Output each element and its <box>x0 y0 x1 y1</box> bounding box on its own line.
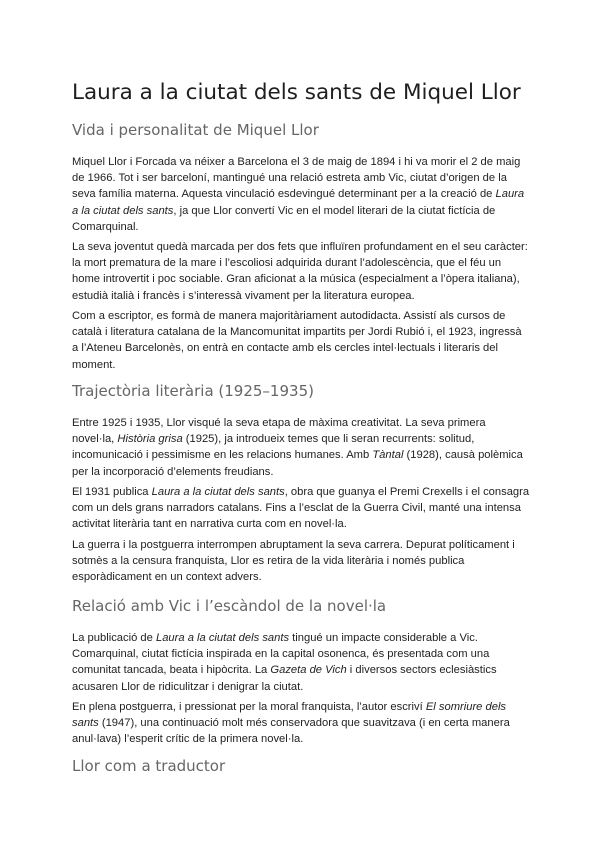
paragraph-vida-1: Miquel Llor i Forcada va néixer a Barcelona el 3 de maig de 1894 i hi va morir el 2 de maig de 1966. Tot i ser barceloní, mantingué una relació estreta amb Vic, ciutat d’origen de la seva família materna. Aquesta vinculació esdevingué determinant per a la creació de Laura a la ciutat dels sants, ja que Llor convertí Vic en el model literari de la ciutat fictícia de Comarquinal. <box>72 156 525 233</box>
paragraph-trajectoria-2: El 1931 publica Laura a la ciutat dels sants, obra que guanya el Premi Crexells i el consagra com un dels grans narradors catalans. Fins a l’esclat de la Guerra Civil, manté una intensa activitat literària tant en narrativa curta com en novel·la. <box>72 486 530 531</box>
paragraph-vida-2: La seva joventut quedà marcada per dos fets que influïren profundament en el seu caràcter: la mort prematura de la mare i l’escoliosi adquirida durant l’adolescència, que el féu un home introvertit i poc sociable. Gran aficionat a la música (especialment a l’òpera italiana), estudià italià i francès i s’interessà vivament per la literatura europea. <box>72 241 528 302</box>
section-heading-relacio-vic: Relació amb Vic i l’escàndol de la novel·la <box>72 597 387 615</box>
section-heading-traductor: Llor com a traductor <box>72 757 226 775</box>
document-title: Laura a la ciutat dels sants de Miquel Llor <box>72 80 521 105</box>
paragraph-vida-3: Com a escriptor, es formà de manera majoritàriament autodidacta. Assistí als cursos de català i literatura catalana de la Mancomunitat impartits per Jordi Rubió i, el 1923, ingressà a l’Ateneu Barcelonès, on entrà en contacte amb els cercles intel·lectuals i literaris del moment. <box>72 310 522 371</box>
section-heading-trajectoria: Trajectòria literària (1925–1935) <box>72 382 314 400</box>
section-heading-vida: Vida i personalitat de Miquel Llor <box>72 121 319 139</box>
paragraph-relacio-2: En plena postguerra, i pressionat per la moral franquista, l’autor escriví El somriure dels sants (1947), una continuació molt més conservadora que suavitzava (i en certa manera anul·lava) l’esperit crític de la primera novel·la. <box>72 701 510 746</box>
paragraph-relacio-1: La publicació de Laura a la ciutat dels sants tingué un impacte considerable a Vic. Comarquinal, ciutat fictícia inspirada en la capital osonenca, és presentada com una comunitat tancada, beata i hipòcrita. La Gazeta de Vich i diversos sectors eclesiàstics acusaren Llor de ridiculitzar i denigrar la ciutat. <box>72 632 497 693</box>
paragraph-trajectoria-3: La guerra i la postguerra interrompen abruptament la seva carrera. Depurat políticament i sotmès a la censura franquista, Llor es retira de la vida literària i només publica esporàdicament en un context advers. <box>72 539 515 584</box>
paragraph-trajectoria-1: Entre 1925 i 1935, Llor visqué la seva etapa de màxima creativitat. La seva primera novel·la, Història grisa (1925), ja introdueix temes que li seran recurrents: solitud, incomunicació i pessimisme en les relacions humanes. Amb Tàntal (1928), causà polèmica per la incorporació d’elements freudians. <box>72 417 523 478</box>
